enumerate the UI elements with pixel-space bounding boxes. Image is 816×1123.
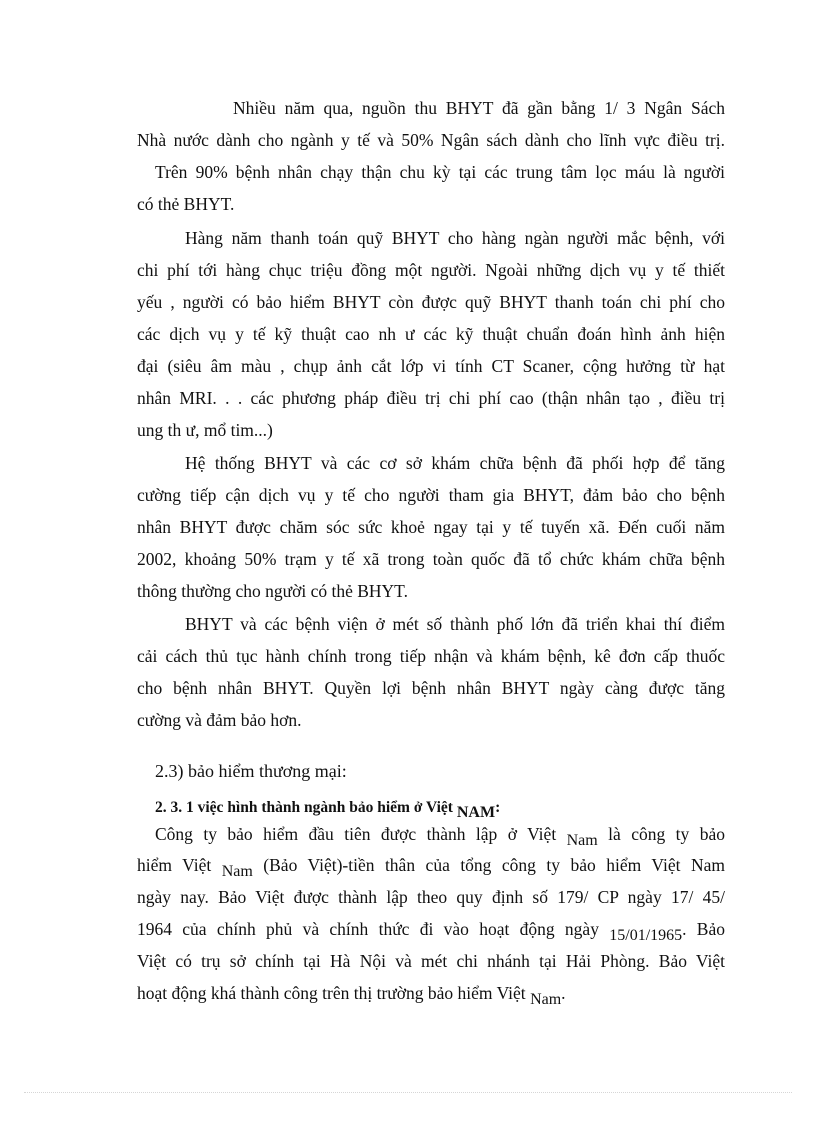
paragraph-line: cường tiếp cận dịch vụ y tế cho người tham gia BHYT, đảm bảo cho bệnh — [137, 485, 725, 505]
text-run-offset: Nam — [530, 991, 562, 1008]
text-run-offset: Nam — [566, 832, 598, 849]
paragraph-line — [137, 981, 725, 1007]
text-run-offset: 15/01/1965 — [609, 927, 683, 944]
text-run: Công ty bảo hiểm đầu tiên được thành lập ở Việt — [155, 824, 567, 844]
text-run: . — [561, 983, 566, 1003]
paragraph-line: chi phí tới hàng chục triệu đồng một người. Ngoài những dịch vụ y tế thiết — [137, 260, 725, 280]
page-bottom-divider — [24, 1092, 792, 1093]
text-run: (Bảo Việt)-tiền thân của tổng công ty bảo hiểm Việt Nam — [252, 855, 725, 875]
paragraph-line: ngày nay. Bảo Việt được thành lập theo quy định số 179/ CP ngày 17/ 45/ — [137, 887, 725, 907]
paragraph-line: cường và đảm bảo hơn. — [137, 710, 302, 730]
text-run: . Bảo — [682, 919, 725, 939]
paragraph-line: Nhiều năm qua, nguồn thu BHYT đã gần bằng 1/ 3 Ngân Sách — [233, 98, 725, 118]
paragraph-line: nhân MRI. . . các phương pháp điều trị chi phí cao (thận nhân tạo , điều trị — [137, 388, 725, 408]
paragraph-line: các dịch vụ y tế kỹ thuật cao nh ư các kỹ thuật chuẩn đoán hình ảnh hiện — [137, 324, 725, 344]
paragraph-line: có thẻ BHYT. — [137, 194, 235, 214]
paragraph-line: 2002, khoảng 50% trạm y tế xã trong toàn quốc đã tổ chức khám chữa bệnh — [137, 549, 725, 569]
paragraph-line: yếu , người có bảo hiểm BHYT còn được quỹ BHYT thanh toán chi phí cho — [137, 292, 725, 312]
text-run-offset: Nam — [221, 863, 253, 880]
subsection-heading-nam: NAM — [456, 804, 496, 821]
text-run: hiểm Việt — [137, 855, 222, 875]
paragraph-line — [137, 917, 725, 943]
paragraph-line: cải cách thủ tục hành chính trong tiếp nhận và khám bệnh, kê đơn cấp thuốc — [137, 646, 725, 666]
subsection-heading — [155, 796, 725, 820]
paragraph-line: BHYT và các bệnh viện ở mét số thành phố lớn đã triển khai thí điểm — [185, 614, 725, 634]
text-run: là công ty bảo — [597, 824, 725, 844]
paragraph-line — [155, 822, 725, 848]
section-heading: 2.3) bảo hiểm thương mại: — [155, 761, 347, 781]
paragraph-line: cho bệnh nhân BHYT. Quyền lợi bệnh nhân BHYT ngày càng được tăng — [137, 678, 725, 698]
paragraph-line: đại (siêu âm màu , chụp ảnh cắt lớp vi tính CT Scaner, cộng hưởng từ hạt — [137, 356, 725, 376]
paragraph-line: Việt có trụ sở chính tại Hà Nội và mét chi nhánh tại Hải Phòng. Bảo Việt — [137, 951, 725, 971]
paragraph-line: Trên 90% bệnh nhân chạy thận chu kỳ tại các trung tâm lọc máu là người — [155, 162, 725, 182]
subsection-heading-text: 2. 3. 1 việc hình thành ngành bảo hiểm ở Việt — [155, 799, 457, 816]
paragraph-line: Hệ thống BHYT và các cơ sở khám chữa bệnh đã phối hợp để tăng — [185, 453, 725, 473]
paragraph-line: ung th ư, mổ tim...) — [137, 420, 273, 440]
text-run: hoạt động khá thành công trên thị trường bảo hiểm Việt — [137, 983, 531, 1003]
paragraph-line — [137, 853, 725, 879]
paragraph-line: Hàng năm thanh toán quỹ BHYT cho hàng ngàn người mắc bệnh, với — [185, 228, 725, 248]
subsection-heading-colon: : — [495, 799, 501, 816]
text-run: 1964 của chính phủ và chính thức đi vào hoạt động ngày — [137, 919, 610, 939]
paragraph-line: Nhà nước dành cho ngành y tế và 50% Ngân sách dành cho lĩnh vực điều trị. — [137, 130, 725, 150]
paragraph-line: thông thường cho người có thẻ BHYT. — [137, 581, 408, 601]
paragraph-line: nhân BHYT được chăm sóc sức khoẻ ngay tại y tế tuyến xã. Đến cuối năm — [137, 517, 725, 537]
